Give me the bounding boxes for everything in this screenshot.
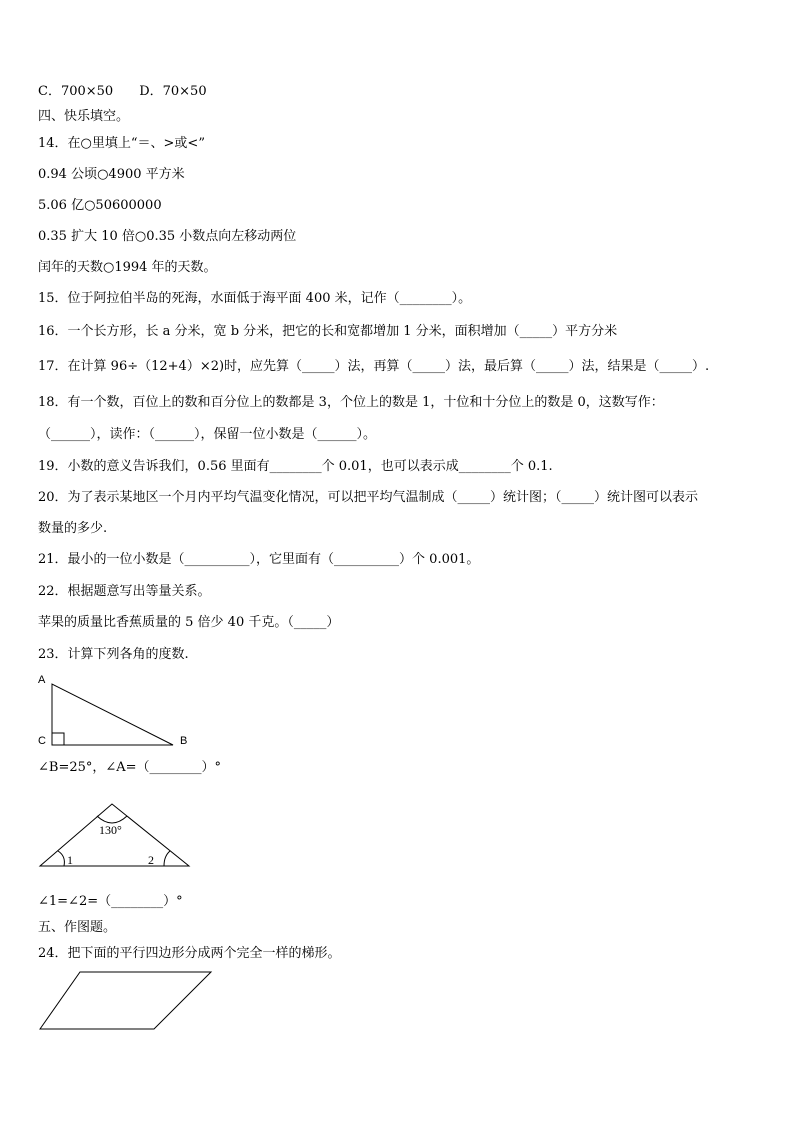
vertex-a-label: A: [38, 674, 46, 686]
right-angle-mark: [52, 733, 64, 745]
question-23-a: ∠B=25°，∠A=（________）°: [38, 760, 222, 775]
question-21: 21．最小的一位小数是（__________），它里面有（__________）个 0.001。: [38, 552, 480, 567]
question-14-d: 闰年的天数○1994 年的天数。: [38, 260, 217, 275]
question-14-c: 0.35 扩大 10 倍○0.35 小数点向左移动两位: [38, 229, 297, 244]
question-18-line2: （______），读作：（______），保留一位小数是（______）。: [38, 427, 377, 442]
vertex-b-label: B: [180, 735, 188, 747]
question-15: 15．位于阿拉伯半岛的死海，水面低于海平面 400 米，记作（________）。: [38, 291, 472, 306]
question-17: 17．在计算 96÷（12+4）×2)时，应先算（_____）法，再算（_____）法，最后算（_____）法，结果是（_____）.: [38, 359, 710, 374]
section-4-heading: 四、快乐填空。: [38, 109, 130, 124]
question-22: 22．根据题意写出等量关系。: [38, 584, 211, 599]
question-23-b: ∠1=∠2=（________）°: [38, 894, 183, 909]
parallelogram: [40, 972, 211, 1029]
question-14-a: 0.94 公顷○4900 平方米: [38, 167, 185, 182]
question-20-line2: 数量的多少.: [38, 521, 108, 536]
angle-2-label: 2: [148, 853, 154, 867]
question-20-line1: 20．为了表示某地区一个月内平均气温变化情况，可以把平均气温制成（_____）统计图；（_____）统计图可以表示: [38, 490, 699, 505]
question-14-b: 5.06 亿○50600000: [38, 198, 162, 213]
angle-2-arc: [164, 851, 170, 866]
top-angle-label: 130°: [99, 823, 122, 837]
question-23: 23．计算下列各角的度数.: [38, 647, 189, 662]
angle-1-arc: [58, 851, 64, 866]
question-22-a: 苹果的质量比香蕉质量的 5 倍少 40 千克。（_____）: [38, 615, 340, 630]
question-24: 24．把下面的平行四边形分成两个完全一样的梯形。: [38, 946, 341, 961]
question-19: 19．小数的意义告诉我们，0.56 里面有________个 0.01，也可以表示成________个 0.1.: [38, 459, 553, 474]
section-5-heading: 五、作图题。: [38, 920, 117, 935]
top-angle-arc: [97, 816, 127, 823]
angle-1-label: 1: [67, 853, 73, 867]
question-16: 16．一个长方形，长 a 分米，宽 b 分米，把它的长和宽都增加 1 分米，面积增加（_____）平方分米: [38, 324, 618, 339]
question-18-line1: 18．有一个数，百位上的数和百分位上的数都是 3，个位上的数是 1，十位和十分位上的数是 0，这数写作：: [38, 395, 664, 410]
right-triangle: [52, 684, 173, 745]
vertex-c-label: C: [38, 735, 46, 747]
options-cd: C．700×50 D．70×50: [38, 84, 207, 99]
obtuse-triangle: [40, 804, 189, 866]
question-14: 14．在○里填上“＝、>或<”: [38, 136, 205, 151]
